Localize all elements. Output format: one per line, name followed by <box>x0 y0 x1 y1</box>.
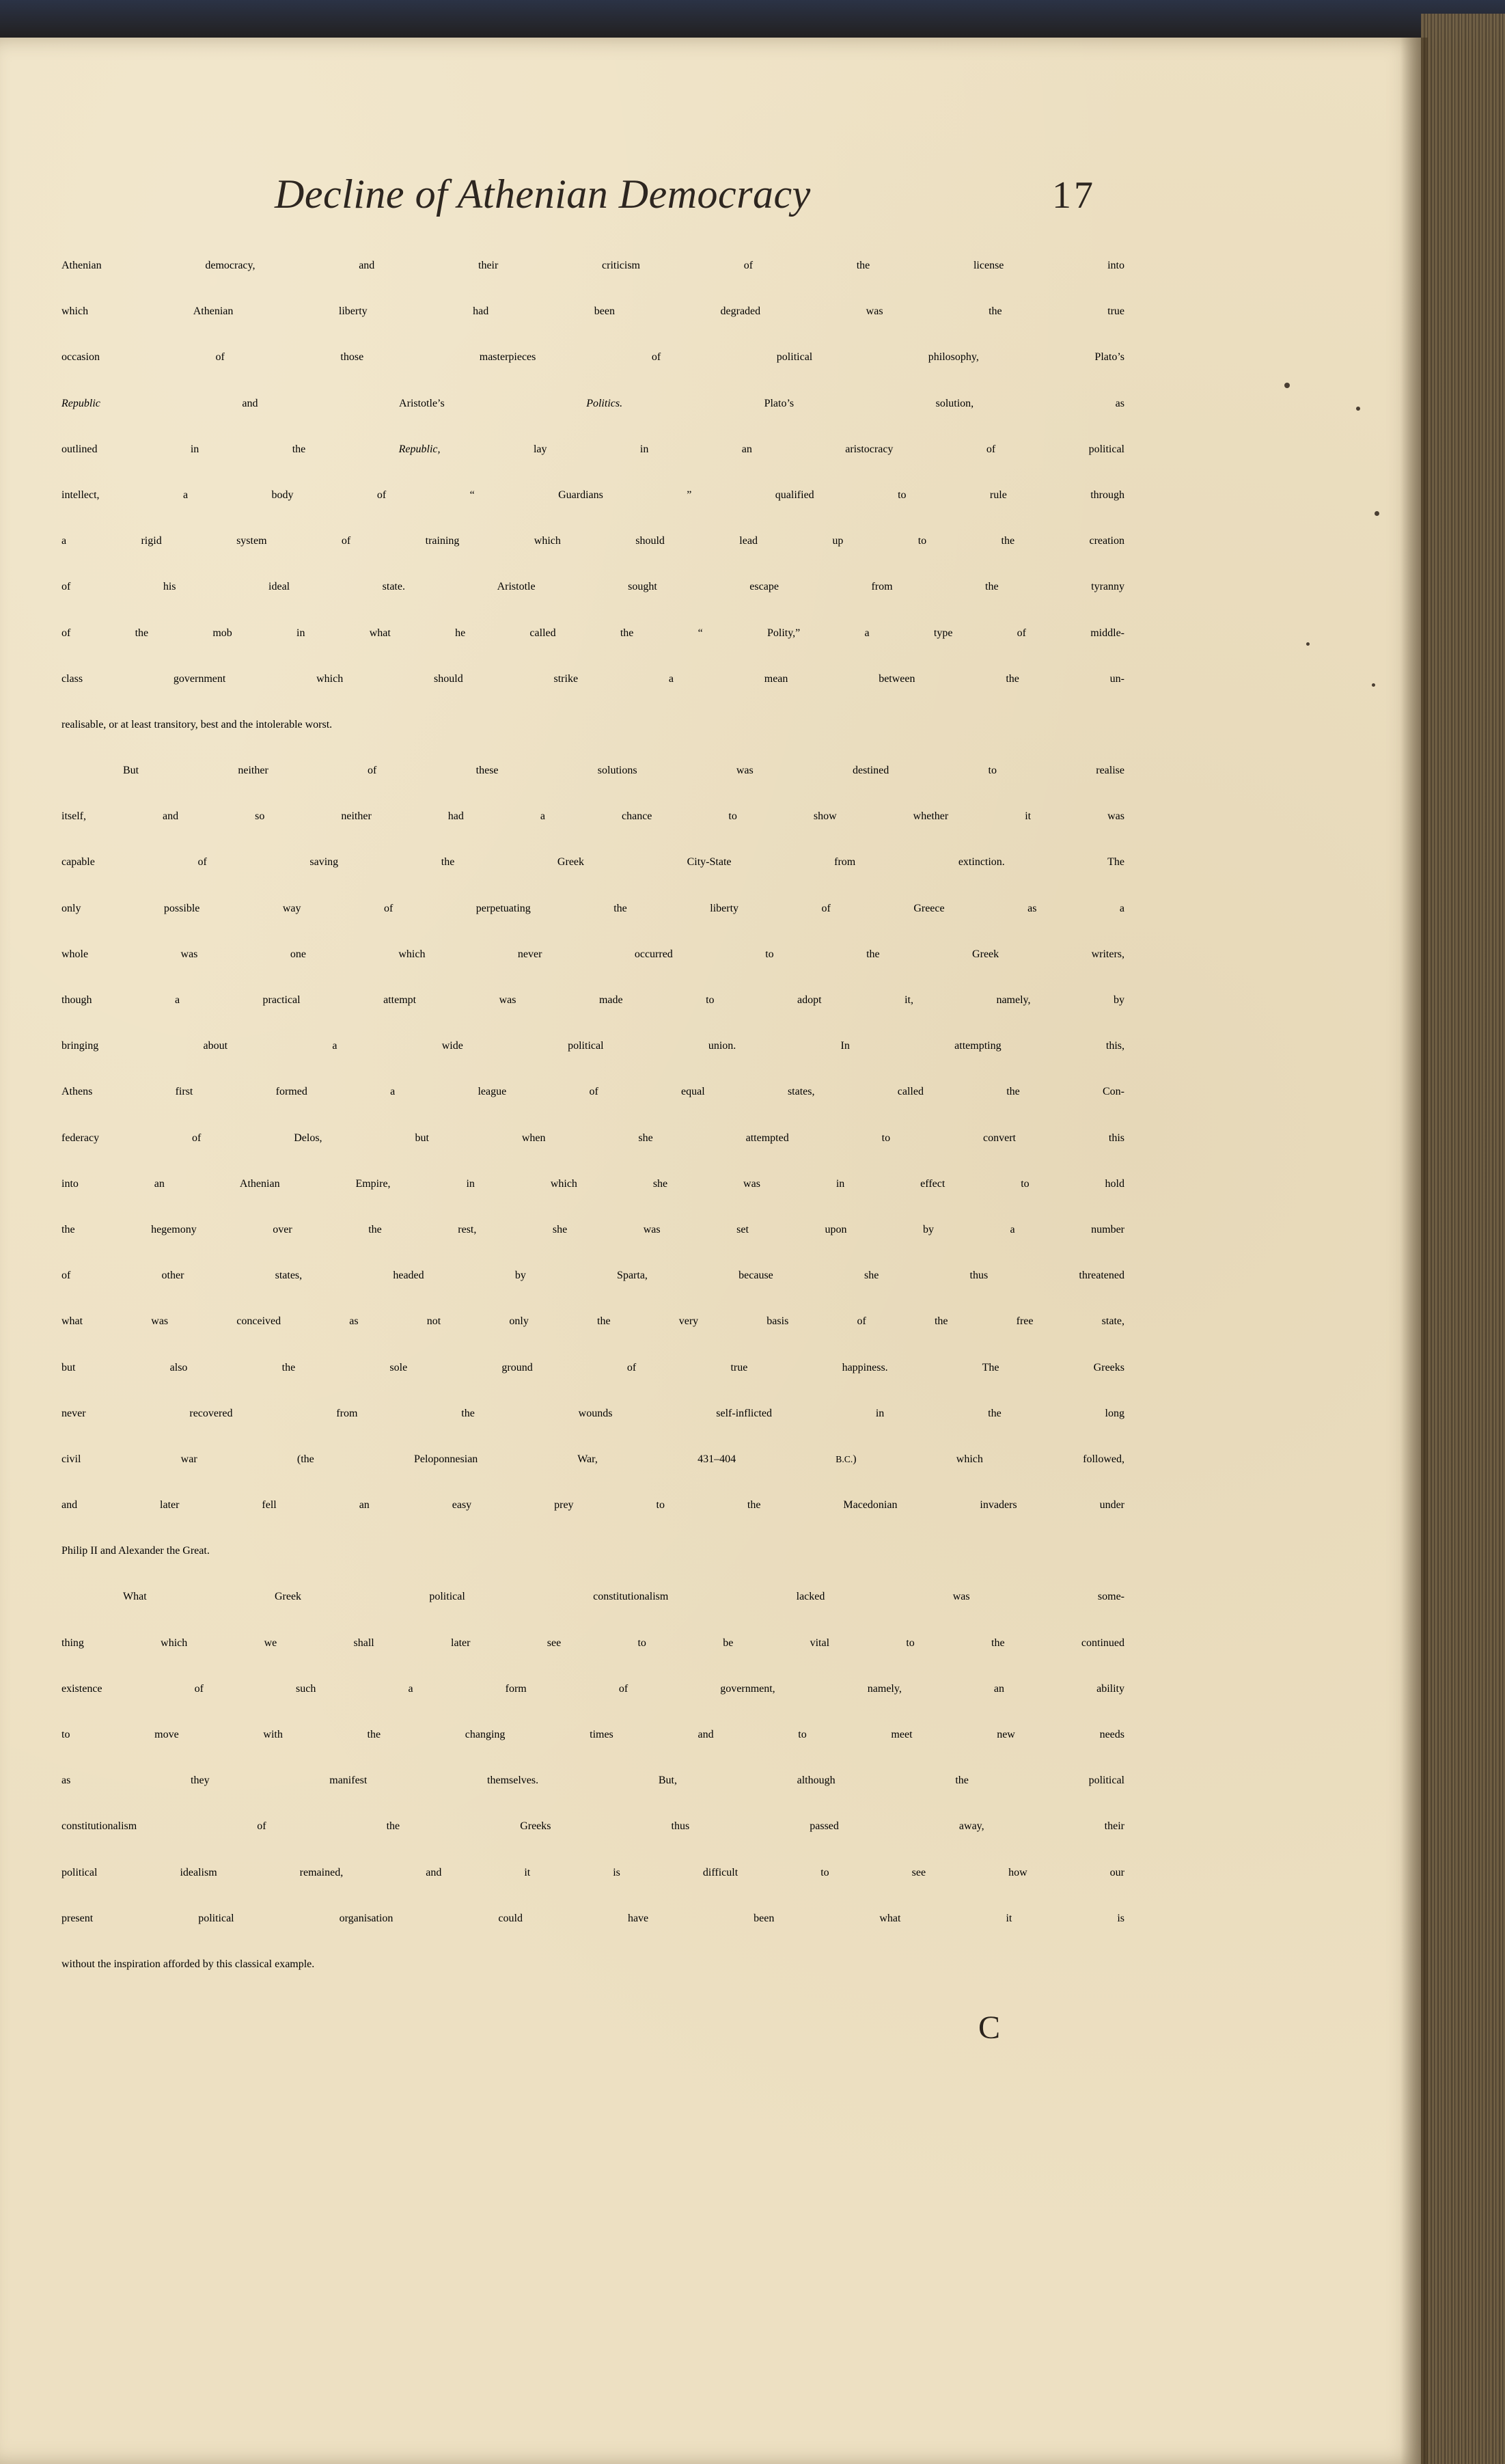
line-segment: lay in an aristocracy of political <box>440 443 1124 455</box>
text-line: realisable, or at least transitory, best and the intolerable worst. <box>61 718 333 730</box>
margin-speck <box>1356 407 1360 411</box>
running-head <box>61 171 1127 225</box>
text-line: class government which should strike a mean between the un- <box>61 672 1124 685</box>
text-line: of his ideal state. Aristotle sought escape from the tyranny <box>61 581 1124 593</box>
margin-speck <box>1375 511 1379 516</box>
text-line: present political organisation could have been what it is <box>61 1912 1124 1924</box>
margin-speck <box>1306 642 1310 646</box>
text-line: only possible way of perpetuating the liberty of Greece as a <box>61 902 1124 914</box>
text-line: to move with the changing times and to meet new needs <box>61 1729 1124 1740</box>
text-line: Philip II and Alexander the Great. <box>61 1545 210 1557</box>
text-line <box>61 1453 1124 1499</box>
line-segment: and Aristotle’s <box>100 397 587 409</box>
italic-title-politics: Politics. <box>586 397 623 409</box>
line-segment: ) which followed, <box>853 1453 1124 1465</box>
text-line: political idealism remained, and it is difficult to see how our <box>61 1866 1124 1878</box>
text-line: but also the sole ground of true happiness. The Greeks <box>61 1361 1124 1373</box>
text-line: thing which we shall later see to be vital to the continued <box>61 1637 1124 1649</box>
text-line: constitutionalism of the Greeks thus passed away, their <box>61 1820 1124 1833</box>
margin-speck <box>1284 383 1290 388</box>
italic-title-republic: Republic <box>61 397 100 409</box>
text-line: though a practical attempt was made to adopt it, namely, by <box>61 994 1124 1006</box>
text-line: the hegemony over the rest, she was set upon by a number <box>61 1223 1124 1235</box>
text-line: occasion of those masterpieces of political philosophy, Plato’s <box>61 351 1124 364</box>
page-gutter-shadow <box>1400 38 1428 2464</box>
text-line <box>61 443 1124 489</box>
text-line: existence of such a form of government, namely, an ability <box>61 1682 1124 1695</box>
italic-title-republic: Republic, <box>398 443 441 455</box>
text-line: whole was one which never occurred to the Greek writers, <box>61 948 1124 960</box>
body-text <box>61 260 1124 2004</box>
text-line: bringing about a wide political union. In attempting this, <box>61 1040 1124 1052</box>
text-line: never recovered from the wounds self-inflicted in the long <box>61 1407 1124 1419</box>
paragraph-1 <box>61 260 1124 765</box>
line-segment: Plato’s solution, as <box>622 397 1124 409</box>
text-line: What Greek political constitutionalism lacked was some- <box>123 1591 1124 1603</box>
text-line: into an Athenian Empire, in which she was in effect to hold <box>61 1177 1124 1190</box>
paragraph-2 <box>61 765 1124 1591</box>
text-line: of the mob in what he called the “ Polity,” a type of middle- <box>61 627 1124 639</box>
text-line <box>61 398 1124 443</box>
text-line: intellect, a body of “ Guardians ” qualified to rule through <box>61 489 1124 501</box>
signature-mark: C <box>978 2010 1001 2046</box>
text-line: federacy of Delos, but when she attempted to convert this <box>61 1132 1124 1144</box>
page-number: 17 <box>1052 174 1096 217</box>
text-line: capable of saving the Greek City-State from extinction. The <box>61 856 1124 868</box>
text-line: what was conceived as not only the very basis of the free state, <box>61 1315 1124 1328</box>
line-segment: civil war (the Peloponnesian War, 431–404 <box>61 1453 836 1465</box>
margin-speck <box>1372 683 1375 687</box>
line-segment: outlined in the <box>61 443 399 455</box>
text-line: Athenian democracy, and their criticism of the license into <box>61 260 1124 271</box>
text-line: which Athenian liberty had been degraded was the true <box>61 305 1124 318</box>
text-line: without the inspiration afforded by this classical example. <box>61 1958 315 1970</box>
text-line: itself, and so neither had a chance to show whether it was <box>61 810 1124 823</box>
text-line: and later fell an easy prey to the Macedonian invaders under <box>61 1499 1124 1511</box>
era-abbreviation: B.C. <box>836 1453 853 1464</box>
text-line: Athens first formed a league of equal states, called the Con- <box>61 1086 1124 1098</box>
text-line: But neither of these solutions was destined to realise <box>123 765 1124 777</box>
text-line: of other states, headed by Sparta, because she thus threatened <box>61 1270 1124 1282</box>
book-page-edges <box>1421 14 1505 2464</box>
paragraph-3 <box>61 1591 1124 2004</box>
text-line: as they manifest themselves. But, although the political <box>61 1775 1124 1787</box>
running-title: Decline of Athenian Democracy <box>275 172 811 217</box>
text-line: a rigid system of training which should lead up to the creation <box>61 535 1124 547</box>
